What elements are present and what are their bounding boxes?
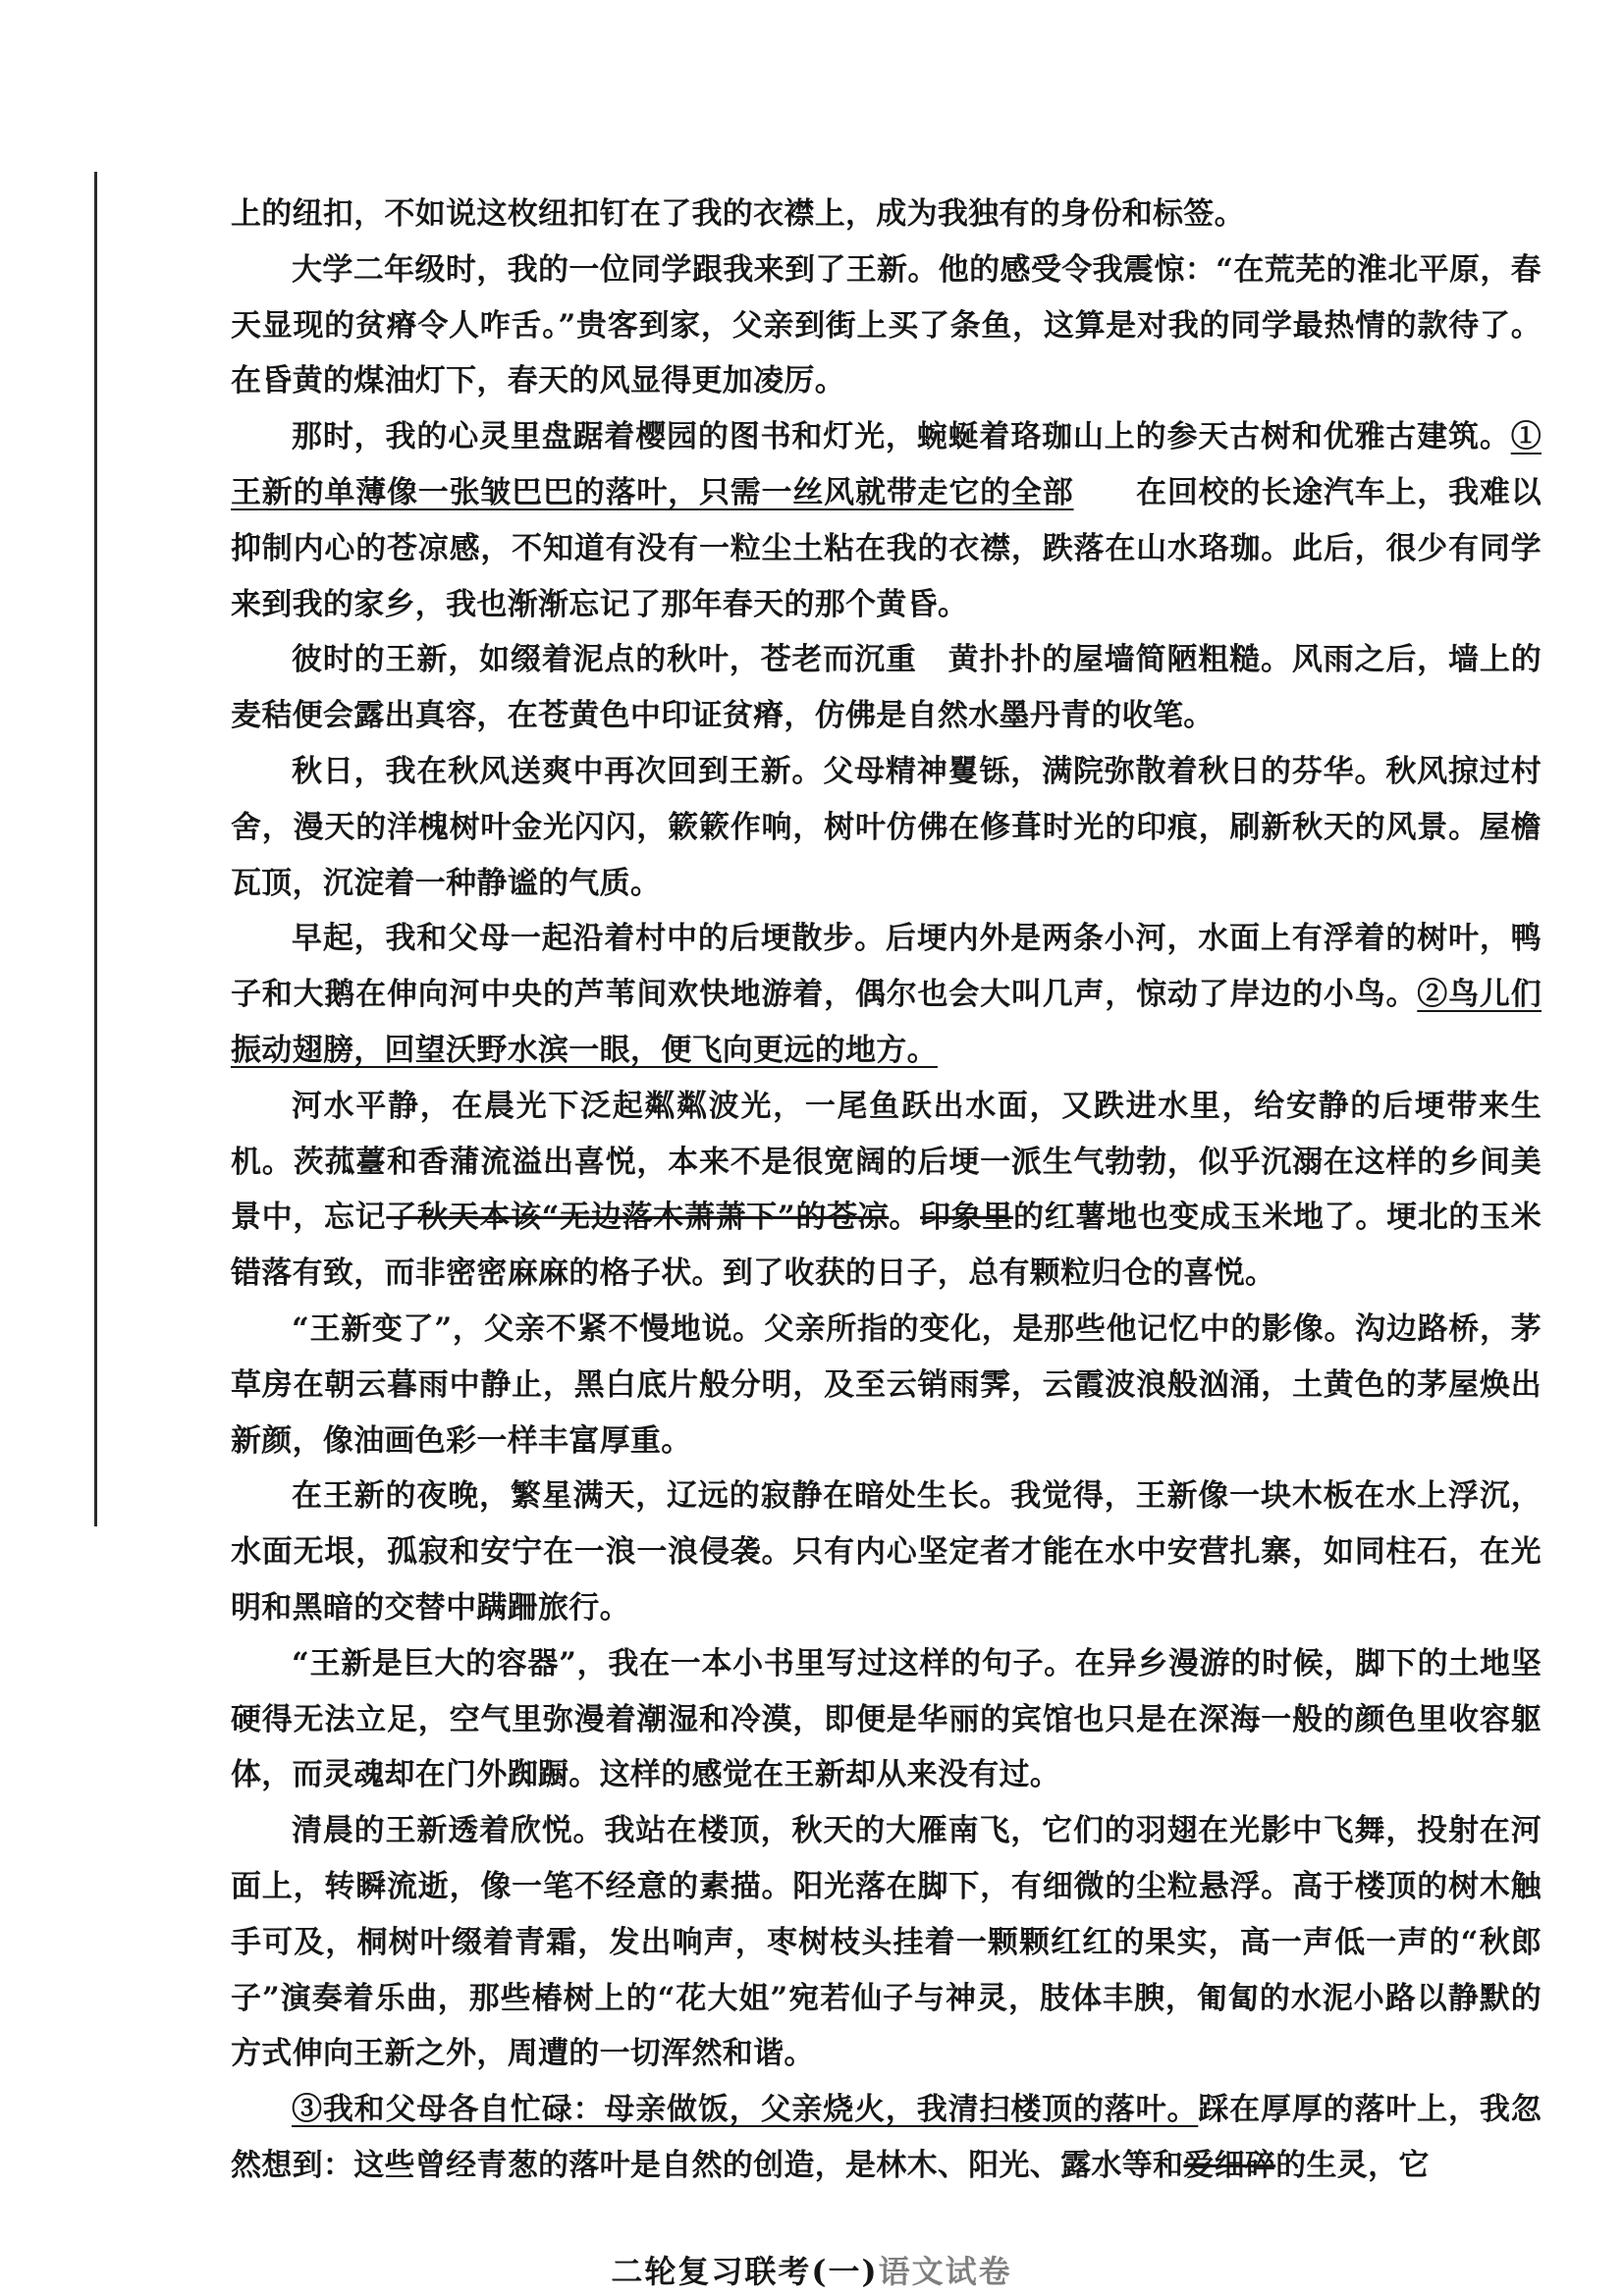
text-segment: 那时，我的心灵里盘踞着樱园的图书和灯光，蜿蜒着珞珈山上的参天古树和优雅古建筑。 [292,419,1511,455]
page-footer [0,2247,1623,2292]
paragraph [231,1302,1542,1468]
handwritten-mark: 印象里 [920,1200,1014,1236]
paragraph [231,744,1542,911]
text-segment: 的生灵，它 [1275,2147,1430,2183]
text-segment: 在王新的夜晚，繁星满天，辽远的寂静在暗处生长。我觉得，王新像一块木板在水上浮沉，水面无垠，孤寂和安宁在一浪一浪侵袭。只有内心坚定者才能在水中安营扎寨，如同柱石，在光明和黑暗的交替中蹒跚旅行。 [231,1478,1542,1626]
underlined-sentence: ③我和父母各自忙碌：母亲做饭，父亲烧火，我清扫楼顶的落叶。 [292,2092,1199,2128]
text-segment: “王新是巨大的容器”，我在一本小书里写过这样的句子。在异乡漫游的时候，脚下的土地坚硬得无法立足，空气里弥漫着潮湿和冷漠，即便是华丽的宾馆也只是在深海一般的颜色里收容躯体，而灵魂却在门外踟蹰。这样的感觉在王新却从来没有过。 [231,1645,1542,1793]
paragraph [231,632,1542,744]
paragraph [231,2082,1542,2194]
text-segment: 彼时的王新，如缀着泥点的秋叶，苍老而沉重 黄扑扑的屋墙简陋粗糙。风雨之后，墙上的麦秸便会露出真容，在苍黄色中印证贫瘠，仿佛是自然水墨丹青的收笔。 [231,642,1542,734]
text-segment: 在回校的长途汽车上，我难以抑制内心的苍凉感，不知道有没有一粒尘土粘在我的衣襟，跌落在山水珞珈。此后，很少有同学来到我的家乡，我也渐渐忘记了那年春天的那个黄昏。 [231,474,1542,622]
paragraph [231,409,1542,632]
margin-rule [94,172,97,1526]
footer-title: 二轮复习联考(一) [611,2253,879,2290]
paragraph [231,1803,1542,2082]
underlined-sentence: ①王新的单薄像一张皱巴巴的落叶，只需一丝风就带走它的全部 [231,419,1542,510]
paragraph [231,187,1542,242]
text-segment: 清晨的王新透着欣悦。我站在楼顶，秋天的大雁南飞，它们的羽翅在光影中飞舞，投射在河面上，转瞬流逝，像一笔不经意的素描。阳光落在脚下，有细微的尘粒悬浮。高于楼顶的树木触手可及，桐树叶缀着青霜，发出响声，枣树枝头挂着一颗颗红红的果实，高一声低一声的“秋郎子”演奏着乐曲，那些椿树上的“花大姐”宛若仙子与神灵，肢体丰腴，匍匐的水泥小路以静默的方式伸向王新之外，周遭的一切浑然和谐。 [231,1813,1542,2072]
article-body [231,187,1542,2194]
text-segment: 秋日，我在秋风送爽中再次回到王新。父母精神矍铄，满院弥散着秋日的芬华。秋风掠过村舍，漫天的洋槐树叶金光闪闪，簌簌作响，树叶仿佛在修葺时光的印痕，刷新秋天的风景。屋檐瓦顶，沉淀着一种静谧的气质。 [231,753,1542,901]
footer-subtitle: 语文试卷 [878,2253,1012,2290]
text-segment: 的红薯地也变成玉米地了。埂北的玉米错落有致，而非密密麻麻的格子状。到了收获的日子，总有颗粒归仓的喜悦。 [231,1200,1542,1292]
text-segment: 上的纽扣，不如说这枚纽扣钉在了我的衣襟上，成为我独有的身份和标签。 [231,196,1245,232]
handwritten-mark: 了秋天本该“无边落木萧萧下”的苍凉 [386,1200,890,1236]
paragraph [231,242,1542,409]
paragraph [231,911,1542,1078]
paragraph [231,1468,1542,1635]
text-segment: “王新变了”，父亲不紧不慢地说。父亲所指的变化，是那些他记忆中的影像。沟边路桥，茅草房在朝云暮雨中静止，黑白底片般分明，及至云销雨霁，云霞波浪般汹涌，土黄色的茅屋焕出新颜，像油画色彩一样丰富厚重。 [231,1310,1542,1459]
text-segment: 河水平静，在晨光下泛起粼粼波光，一尾鱼跃出水面，又跌进水里，给安静的后埂带来生机。茨菰薹和香蒲流溢出喜悦，本来不是很宽阔的后埂一派生气勃勃，似乎沉溺在这样的乡间美景中，忘记 [231,1088,1542,1236]
text-segment: 大学二年级时，我的一位同学跟我来到了王新。他的感受令我震惊：“在荒芜的淮北平原，春天显现的贫瘠令人咋舌。”贵客到家，父亲到街上买了条鱼，这算是对我的同学最热情的款待了。在昏黄的煤油灯下，春天的风显得更加凌厉。 [231,251,1542,400]
underlined-sentence: ②鸟儿们振动翅膀，回望沃野水滨一眼，便飞向更远的地方。 [231,977,1542,1068]
handwritten-mark: 爱细碎 [1183,2147,1276,2183]
paragraph [231,1636,1542,1803]
text-segment: 早起，我和父母一起沿着村中的后埂散步。后埂内外是两条小河，水面上有浮着的树叶，鸭子和大鹅在伸向河中央的芦苇间欢快地游着，偶尔也会大叫几声，惊动了岸边的小鸟。 [231,921,1542,1013]
text-segment: 。 [889,1200,921,1236]
text-segment: 踩在厚厚的落叶上，我忽然想到：这些曾经青葱的落叶是自然的创造，是林木、阳光、露水等和 [231,2092,1542,2183]
paragraph [231,1079,1542,1302]
